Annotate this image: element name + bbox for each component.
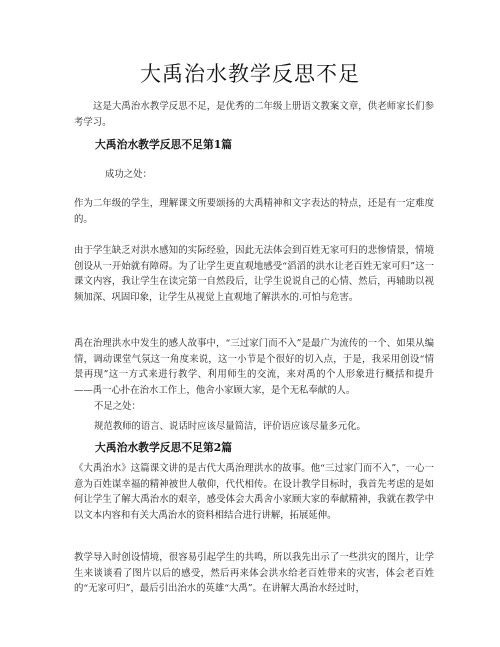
shortcoming-label: 不足之处： <box>94 401 141 412</box>
paragraph-4: 规范教师的语言、说话时应该尽量简洁，评价语应该尽量多元化。 <box>94 421 366 432</box>
paragraph-3: 禹在治理洪水中发生的感人故事中，“三过家门而不入”是最广为流传的一个、如果从编情，调动课堂气氛这一角度来说，这一小节是个很好的切入点，于是，我采用创设“情景再现”这一方式来进行教学、利用师生的交流，来对禹的个人形象进行概括和提升——禹一心扑在治水工作上，他舍小家顾大家，是个无私奉献的人。 <box>74 338 434 396</box>
section2-heading: 大禹治水教学反思不足第2篇 <box>95 441 233 454</box>
paragraph-5: 《大禹治水》这篇课文讲的是古代大禹治理洪水的故事。他“三过家门而不入”，一心一意为百姓谋幸福的精神被世人敬仰，代代相传。在设计教学目标时，我首先考虑的是如何让学生了解大禹治水的艰辛，感受体会大禹舍小家顾大家的奉献精神，我就在教学中以文本内容和有关大禹治水的资料相结合进行讲解，拓展延伸。 <box>74 463 434 521</box>
intro-paragraph: 这是大禹治水教学反思不足，是优秀的二年级上册语文教案文章，供老师家长们参考学习。 <box>74 101 434 128</box>
section1-heading: 大禹治水教学反思不足第1篇 <box>95 138 233 151</box>
success-label: 成功之处： <box>105 169 152 180</box>
document-title: 大禹治水教学反思不足 <box>140 62 360 86</box>
paragraph-2: 由于学生缺乏对洪水感知的实际经验，因此无法体会到百姓无家可归的悲惨情景，情境创设从一开始就有障碍。为了让学生更直观地感受“滔滔的洪水让老百姓无家可归”这一课文内容，我让学生在读完第一自然段后，让学生说说自己的心情、然后，再辅助以视频加深、巩固印象，让学生从视觉上直观地了解洪水的.可怕与危害。 <box>74 245 434 303</box>
paragraph-6: 教学导入时创设情境，很容易引起学生的共鸣，所以我先出示了一些洪灾的图片，让学生来谈谈看了图片以后的感受，然后再来体会洪水给老百姓带来的灾害，体会老百姓的“无家可归”，最后引出治水的英雄“大禹”。在讲解大禹治水经过时， <box>74 552 434 594</box>
paragraph-1: 作为二年级的学生，理解课文所要颂扬的大禹精神和文字表达的特点，还是有一定难度的。 <box>74 198 434 225</box>
